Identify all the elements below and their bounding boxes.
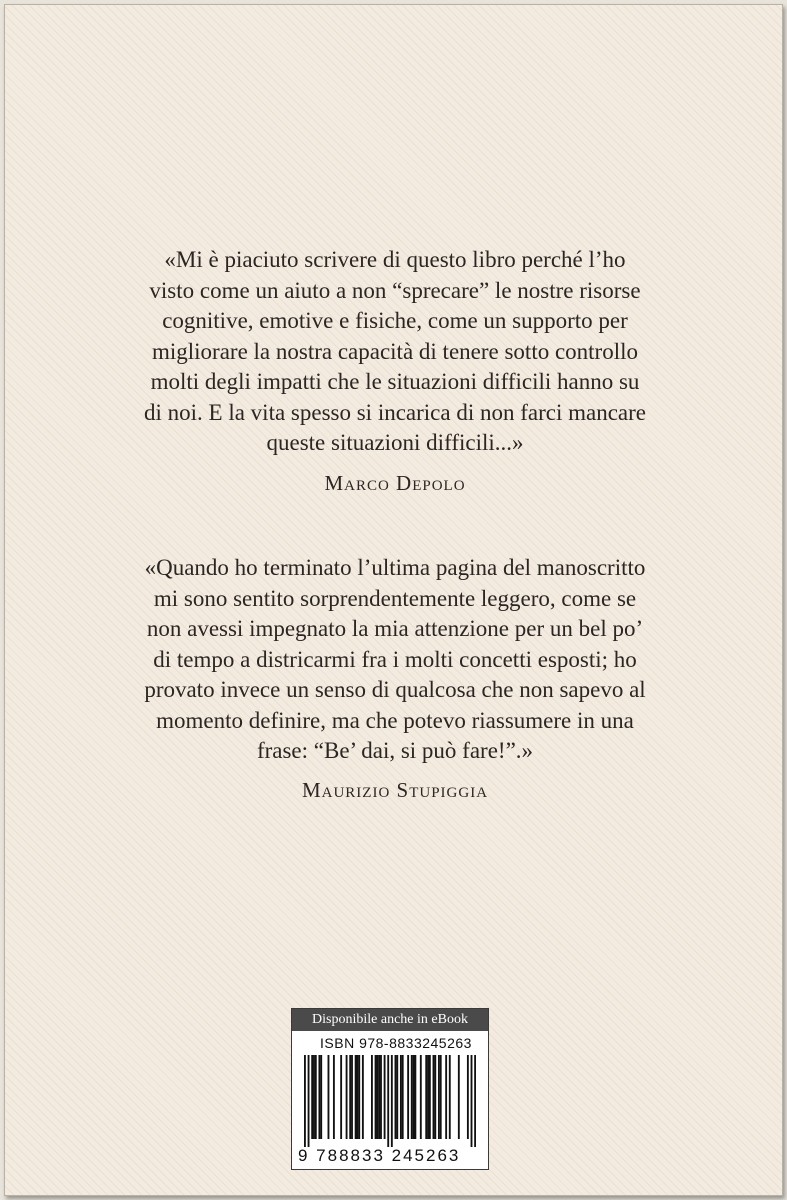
barcode-bar (371, 1055, 373, 1139)
quote-line: molti degli impatti che le situazioni difficili hanno su (150, 369, 640, 394)
barcode-bar (445, 1055, 447, 1139)
barcode-bar (315, 1055, 317, 1139)
quote-line: frase: “Be’ dai, si può fare!”.» (256, 738, 534, 763)
quote-line: visto come un aiuto a non “sprecare” le nostre risorse (149, 277, 641, 303)
quote-stupiggia (65, 553, 725, 767)
barcode-bar (440, 1055, 442, 1139)
barcode-bar (308, 1055, 310, 1147)
barcode-bar (380, 1055, 382, 1139)
quote-line: momento definire, ma che potevo riassumere in una (156, 707, 634, 733)
barcode-bar (351, 1055, 353, 1139)
barcode-bar (425, 1055, 427, 1139)
barcode-bar (378, 1055, 380, 1139)
barcode-bar (407, 1055, 409, 1139)
barcode-digits: 9 788833 245263 (298, 1146, 461, 1165)
author-stupiggia: Maurizio Stupiggia (301, 778, 489, 802)
barcode-bar (362, 1055, 364, 1139)
barcode-bar (429, 1055, 431, 1139)
isbn-barcode-box (291, 1008, 489, 1170)
barcode-bar (474, 1055, 476, 1147)
quote-line: provato invece un senso di qualcosa che non sapevo al (144, 677, 646, 702)
barcode-bar (340, 1055, 342, 1139)
barcode-bar (358, 1055, 360, 1139)
quote-line: «Quando ho terminato l’ultima pagina del manoscritto (144, 555, 646, 580)
barcode-bar (349, 1055, 351, 1139)
barcode-bar (438, 1055, 440, 1139)
author-depolo: Marco Depolo (324, 471, 466, 495)
book-back-cover (4, 4, 783, 1196)
barcode-bar (471, 1055, 473, 1147)
barcode-bar (449, 1055, 451, 1139)
quote-line: mi sono sentito sorprendentemente leggero, come se (153, 585, 637, 611)
quote-line: non avessi impegnato la mia attenzione per un bel po’ (146, 616, 644, 641)
barcode-bar (433, 1055, 435, 1139)
barcode-bar (355, 1055, 357, 1139)
barcode-bar (434, 1055, 436, 1139)
barcode-bar (333, 1055, 335, 1139)
barcode-bar (318, 1055, 320, 1139)
quote-line: queste situazioni difficili...» (266, 430, 524, 455)
barcode-bar (391, 1055, 393, 1147)
barcode-bar (387, 1055, 389, 1147)
barcode-bar (304, 1055, 306, 1147)
barcode (304, 1055, 476, 1147)
barcode-bar (427, 1055, 429, 1139)
barcode-bar (414, 1055, 416, 1139)
barcode-bar (395, 1055, 397, 1139)
quote-line: cognitive, emotive e fisiche, come un supporto per (162, 308, 628, 333)
isbn-label: ISBN 978-8833245263 (320, 1035, 472, 1051)
quote-line: di tempo a districarmi fra i molti concetti esposti; ho (153, 646, 637, 672)
barcode-bar (400, 1055, 402, 1139)
barcode-bar (376, 1055, 378, 1139)
barcode-bar (402, 1055, 404, 1139)
barcode-bar (328, 1055, 330, 1139)
quote-depolo (65, 245, 725, 459)
barcode-bar (458, 1055, 460, 1139)
barcode-bar (357, 1055, 359, 1139)
barcode-bar (396, 1055, 398, 1139)
barcode-bar (384, 1055, 386, 1139)
barcode-bar (467, 1055, 469, 1139)
barcode-bar (311, 1055, 313, 1139)
barcode-bar (420, 1055, 422, 1139)
quote-line: «Mi è piaciuto scrivere di questo libro perché l’ho (164, 247, 626, 272)
barcode-bar (313, 1055, 315, 1139)
barcode-bar (411, 1055, 413, 1139)
barcode-bar (375, 1055, 377, 1139)
barcode-bar (346, 1055, 348, 1139)
ebook-availability-label: Disponibile anche in eBook (292, 1009, 488, 1031)
barcode-bar (320, 1055, 322, 1139)
quote-line: migliorare la nostra capacità di tenere sotto controllo (151, 338, 638, 364)
quote-line: di noi. E la vita spesso si incarica di non farci mancare (144, 399, 646, 425)
barcode-bar (413, 1055, 415, 1139)
